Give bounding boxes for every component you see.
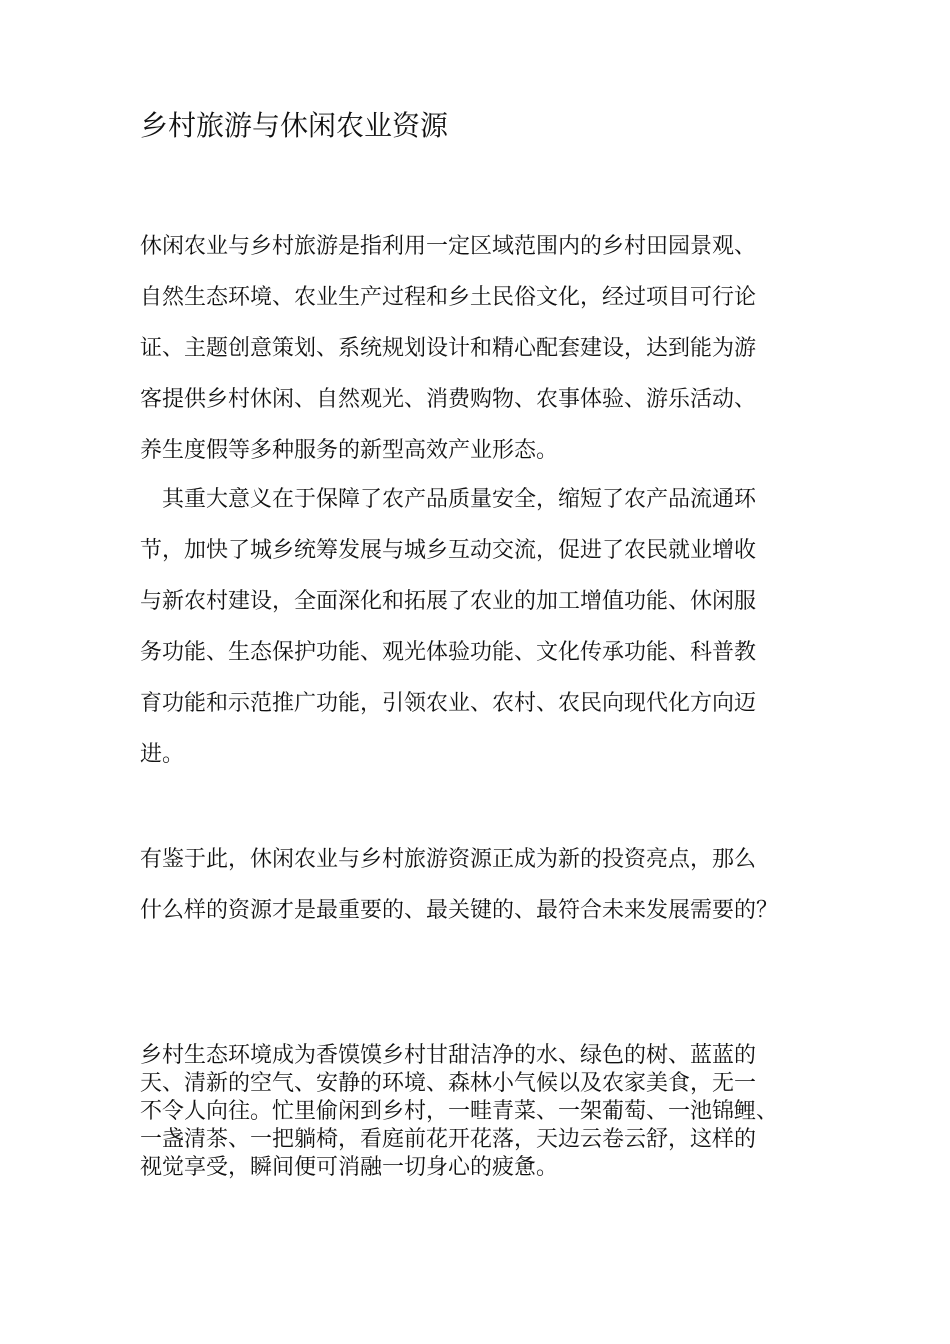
paragraph-line: 有鉴于此，休闲农业与乡村旅游资源正成为新的投资亮点，那么	[140, 847, 757, 872]
paragraph-line: 视觉享受，瞬间便可消融一切身心的疲惫。	[140, 1155, 559, 1180]
paragraph-line: 其重大意义在于保障了农产品质量安全，缩短了农产品流通环	[140, 487, 757, 512]
paragraph-line: 一盏清茶、一把躺椅，看庭前花开花落，天边云卷云舒，这样的	[140, 1127, 757, 1152]
paragraph-line: 天、清新的空气、安静的环境、森林小气候以及农家美食，无一	[140, 1071, 757, 1096]
paragraph-line: 不令人向往。忙里偷闲到乡村，一畦青菜、一架葡萄、一池锦鲤、	[140, 1099, 779, 1124]
paragraph-line: 务功能、生态保护功能、观光体验功能、文化传承功能、科普教	[140, 640, 757, 665]
paragraph-line: 证、主题创意策划、系统规划设计和精心配套建设，达到能为游	[140, 336, 757, 361]
paragraph-ecology	[140, 1042, 812, 1182]
paragraph-definition	[140, 221, 812, 476]
paragraph-line: 客提供乡村休闲、自然观光、消费购物、农事体验、游乐活动、	[140, 387, 757, 412]
paragraph-line: 自然生态环境、农业生产过程和乡土民俗文化，经过项目可行论	[140, 285, 757, 310]
paragraph-line: 节，加快了城乡统筹发展与城乡互动交流，促进了农民就业增收	[140, 538, 757, 563]
paragraph-significance	[140, 474, 812, 780]
paragraph-line: 与新农村建设，全面深化和拓展了农业的加工增值功能、休闲服	[140, 589, 757, 614]
paragraph-line: 乡村生态环境成为香馍馍乡村甘甜洁净的水、绿色的树、蓝蓝的	[140, 1043, 757, 1068]
paragraph-question	[140, 834, 812, 936]
paragraph-line: 什么样的资源才是最重要的、最关键的、最符合未来发展需要的？	[140, 898, 779, 923]
paragraph-line: 进。	[140, 742, 185, 767]
paragraph-line: 养生度假等多种服务的新型高效产业形态。	[140, 438, 559, 463]
document-title: 乡村旅游与休闲农业资源	[140, 109, 449, 142]
paragraph-line: 育功能和示范推广功能，引领农业、农村、农民向现代化方向迈	[140, 691, 757, 716]
paragraph-line: 休闲农业与乡村旅游是指利用一定区域范围内的乡村田园景观、	[140, 234, 757, 259]
